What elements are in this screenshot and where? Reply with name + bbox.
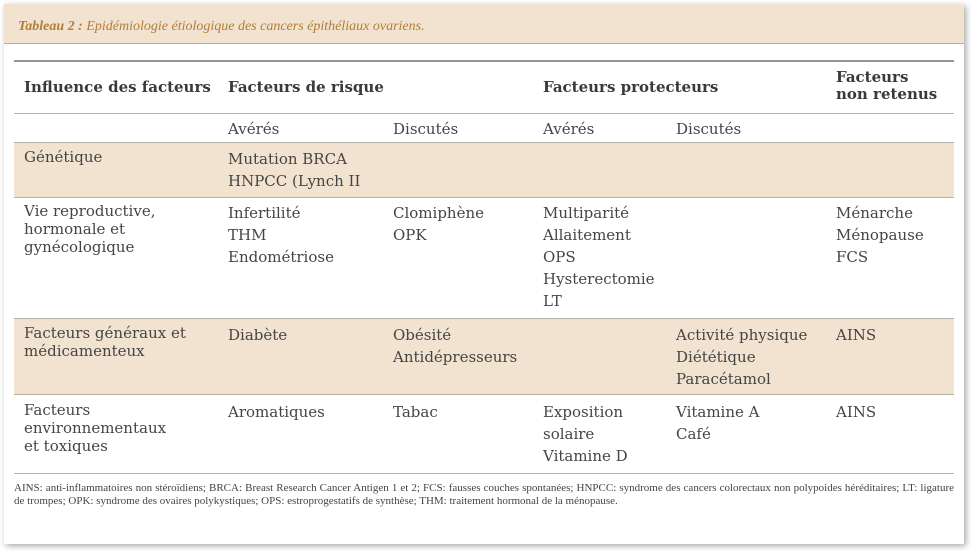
table-footnote: AINS: anti-inflammatoires non stéroïdiens; BRCA: Breast Research Cancer Antigen 1 et 2; FCS: fausses couches spontanées; HNPCC: syndrome des cancers colorectaux non polypoides héréditaires; LT: ligature de trompes; OPK: syndrome des ovaires polykystiques; OPS: estroprogestatifs de synthèse; THM: traitement hormonal de la ménopause. <box>14 482 954 507</box>
header-not-retained-line2: non retenus <box>836 85 938 103</box>
cell-line: Tabac <box>393 403 438 421</box>
cell-influence-row-2 <box>24 202 155 256</box>
cell-prot-proven-row-2 <box>543 202 655 312</box>
subheader-protective-discussed: Discutés <box>676 120 742 138</box>
cell-line: Café <box>676 425 711 443</box>
cell-line: HNPCC (Lynch II <box>228 172 361 190</box>
cell-risk-proven-row-3 <box>228 324 287 346</box>
table-title-text: Epidémiologie étiologique des cancers épithéliaux ovariens. <box>86 19 425 34</box>
header-influence: Influence des facteurs <box>24 78 211 96</box>
cell-risk-proven-row-2 <box>228 202 334 268</box>
cell-line: Aromatiques <box>228 403 325 421</box>
title-bar <box>4 4 964 44</box>
cell-line: Vitamine D <box>543 447 628 465</box>
cell-line: Endométriose <box>228 248 334 266</box>
cell-risk-discussed-row-2 <box>393 202 484 246</box>
cell-line: Clomiphène <box>393 204 485 222</box>
cell-line: médicamenteux <box>24 342 145 360</box>
cell-risk-proven-row-4 <box>228 401 325 423</box>
cell-line: Diabète <box>228 326 288 344</box>
cell-not-retained-row-4 <box>836 401 876 423</box>
cell-not-retained-row-2 <box>836 202 924 268</box>
cell-line: OPS <box>543 248 576 266</box>
subheader-risk-discussed: Discutés <box>393 120 459 138</box>
subheader-protective-proven: Avérés <box>543 120 595 138</box>
cell-line: Vitamine A <box>676 403 760 421</box>
header-protective-factors: Facteurs protecteurs <box>543 78 719 96</box>
cell-line: Facteurs généraux et <box>24 324 186 342</box>
cell-line: Paracétamol <box>676 370 771 388</box>
cell-line: Multiparité <box>543 204 630 222</box>
subheader-risk-proven: Avérés <box>228 120 280 138</box>
cell-prot-discussed-row-3 <box>676 324 807 390</box>
cell-line: Hysterectomie <box>543 270 655 288</box>
cell-prot-proven-row-4 <box>543 401 628 467</box>
cell-influence-row-3 <box>24 324 186 360</box>
cell-line: Mutation BRCA <box>228 150 347 168</box>
cell-line: Facteurs <box>24 401 91 419</box>
cell-line: Infertilité <box>228 204 301 222</box>
cell-line: gynécologique <box>24 238 135 256</box>
row-band-1 <box>14 143 954 197</box>
header-rule <box>14 113 954 114</box>
cell-influence-row-1 <box>24 148 102 166</box>
cell-line: THM <box>228 226 267 244</box>
header-not-retained <box>836 69 937 103</box>
top-rule-double <box>14 61 954 62</box>
table-title <box>18 19 425 35</box>
cell-line: AINS <box>836 326 877 344</box>
cell-line: solaire <box>543 425 595 443</box>
row-rule-3 <box>14 394 954 395</box>
cell-prot-discussed-row-4 <box>676 401 760 445</box>
cell-line: Vie reproductive, <box>24 202 156 220</box>
cell-line: Activité physique <box>676 326 808 344</box>
cell-line: environnementaux <box>24 419 167 437</box>
cell-line: Obésité <box>393 326 452 344</box>
cell-line: AINS <box>836 403 877 421</box>
cell-line: hormonale et <box>24 220 126 238</box>
cell-risk-discussed-row-3 <box>393 324 517 368</box>
table-title-label: Tableau 2 : <box>18 19 83 34</box>
cell-risk-discussed-row-4 <box>393 401 438 423</box>
cell-line: Génétique <box>24 148 103 166</box>
cell-line: FCS <box>836 248 869 266</box>
cell-line: OPK <box>393 226 427 244</box>
cell-not-retained-row-3 <box>836 324 876 346</box>
cell-line: Ménopause <box>836 226 924 244</box>
row-rule-1 <box>14 197 954 198</box>
cell-line: LT <box>543 292 562 310</box>
cell-influence-row-4 <box>24 401 166 455</box>
cell-risk-proven-row-1 <box>228 148 360 192</box>
header-risk-factors: Facteurs de risque <box>228 78 384 96</box>
cell-line: Antidépresseurs <box>393 348 518 366</box>
header-not-retained-line1: Facteurs <box>836 68 909 86</box>
cell-line: et toxiques <box>24 437 108 455</box>
bottom-rule <box>14 473 954 474</box>
cell-line: Allaitement <box>543 226 631 244</box>
cell-line: Ménarche <box>836 204 913 222</box>
cell-line: Diététique <box>676 348 756 366</box>
cell-line: Exposition <box>543 403 624 421</box>
